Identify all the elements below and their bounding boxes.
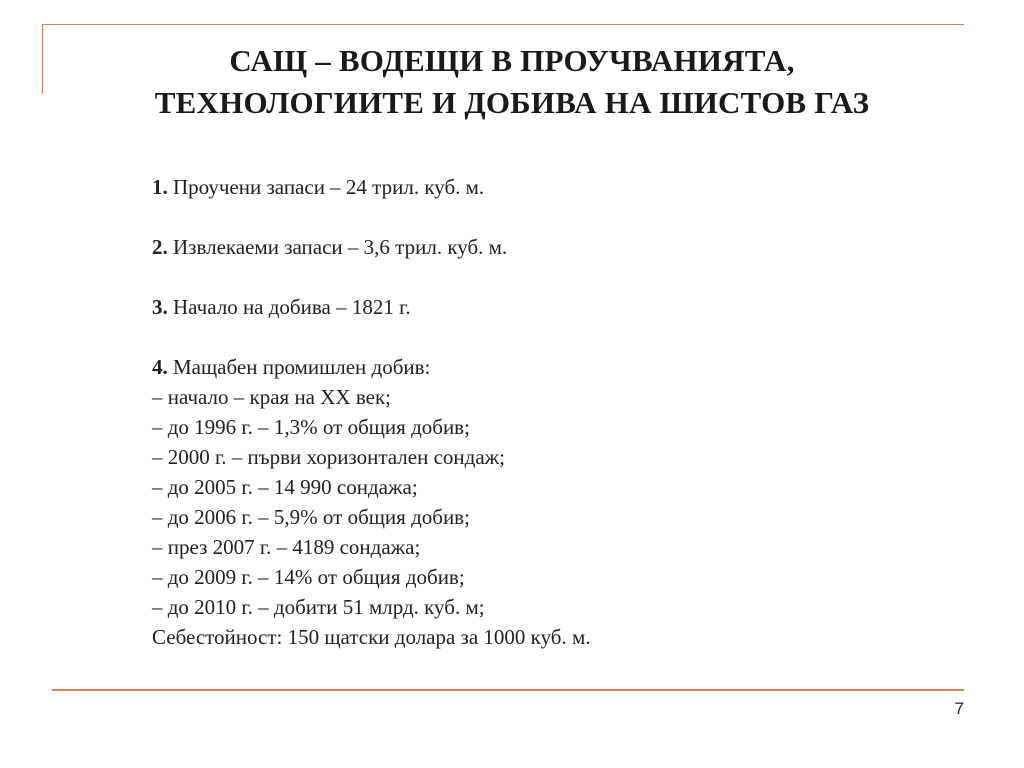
slide-title-line-1: САЩ – ВОДЕЩИ В ПРОУЧВАНИЯТА, (229, 43, 795, 78)
list-item (152, 352, 912, 382)
sub-item: – до 2006 г. – 5,9% от общия добив; (152, 505, 470, 529)
slide-title (0, 40, 1024, 124)
list-item-number: 4. (152, 355, 168, 379)
sub-item: – начало – края на ХХ век; (152, 385, 391, 409)
sub-item: – през 2007 г. – 4189 сондажа; (152, 535, 421, 559)
list-item-text: Начало на добива – 1821 г. (167, 295, 411, 319)
list-item-number: 3. (152, 295, 168, 319)
slide-content (152, 172, 912, 652)
list-item (152, 232, 912, 262)
top-rule (42, 24, 964, 25)
list-item-text: Мащабен промишлен добив: (167, 355, 431, 379)
sub-item: – до 2005 г. – 14 990 сондажа; (152, 475, 418, 499)
sub-item: – до 2009 г. – 14% от общия добив; (152, 565, 465, 589)
list-item-number: 2. (152, 235, 168, 259)
sub-item: – до 1996 г. – 1,3% от общия добив; (152, 415, 470, 439)
bottom-rule (52, 689, 964, 691)
list-item (152, 172, 912, 202)
sub-item: – до 2010 г. – добити 51 млрд. куб. м; (152, 595, 485, 619)
list-item-number: 1. (152, 175, 168, 199)
cost-line: Себестойност: 150 щатски долара за 1000 куб. м. (152, 625, 591, 649)
list-item-text: Проучени запаси – 24 трил. куб. м. (167, 175, 485, 199)
list-item-text: Извлекаеми запаси – 3,6 трил. куб. м. (167, 235, 508, 259)
page-number: 7 (954, 699, 964, 718)
list-item (152, 292, 912, 322)
sub-item: – 2000 г. – първи хоризонтален сондаж; (152, 445, 505, 469)
slide-title-line-2: ТЕХНОЛОГИИТЕ И ДОБИВА НА ШИСТОВ ГАЗ (154, 85, 870, 120)
